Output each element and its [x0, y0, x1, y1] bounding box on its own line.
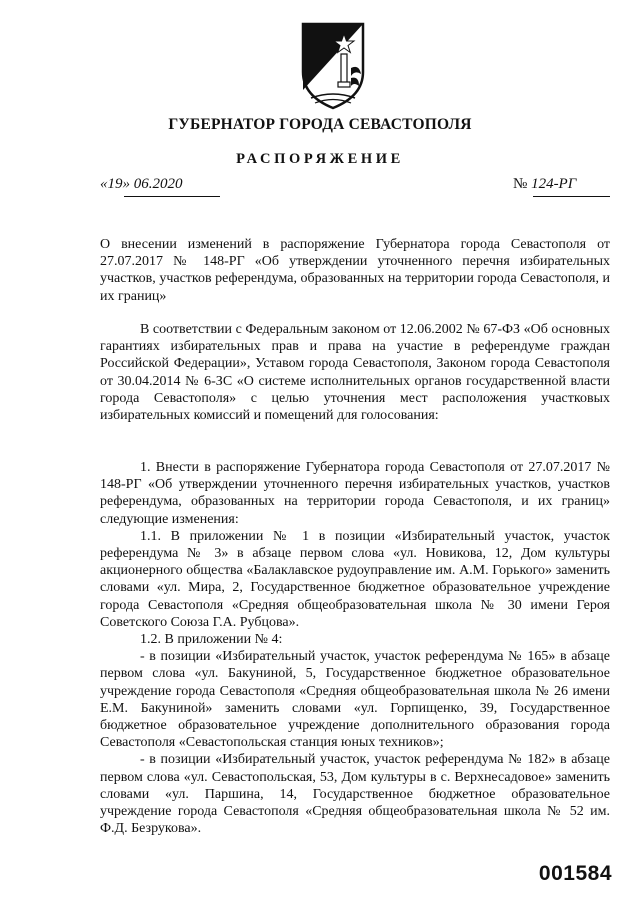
number-prefix: №: [513, 176, 528, 192]
document-type-title: РАСПОРЯЖЕНИЕ: [236, 151, 404, 167]
number-value: 124-РГ: [531, 176, 577, 192]
subject-text: О внесении изменений в распоряжение Губернатора города Севастополя от 27.07.2017 № 148-РГ «Об утверждении уточненного перечня избирательных участков, участков референдума, образованных на территории города Севастополя, и их границ»: [100, 237, 610, 304]
number-underline: [533, 196, 610, 197]
document-date: [100, 176, 220, 193]
item-1-2: 1.2. В приложении № 4:: [140, 632, 283, 648]
item-1-1: 1.1. В приложении № 1 в позиции «Избирательный участок, участок референдума № 3» в абзаце первом слова «ул. Новикова, 12, Дом культуры акционерного общества «Балаклавское рудоуправление им. А.М. Горького» заменить словами «ул. Мира, 2, Государственное бюджетное образовательное учреждение города Севастополя «Средняя общеобразовательная школа № 30 имени Героя Советского Союза Г.А. Рубцова».: [100, 528, 610, 630]
item-1-2-a: - в позиции «Избирательный участок, участок референдума № 165» в абзаце первом слова «ул. Бакуниной, 5, Государственное бюджетное образовательное учреждение города Севастополя «Средняя общеобразовательная школа № 26 имени Е.М. Бакуниной» заменить словами «ул. Горпищенко, 39, Государственное бюджетное образовательное учреждение дополнительного образования города Севастополя «Севастопольская станция юных техников»;: [100, 649, 610, 751]
order-items: [100, 459, 610, 837]
item-1-2-b: - в позиции «Избирательный участок, участок референдума № 182» в абзаце первом слова «ул. Севастопольская, 53, Дом культуры в с. Верхнесадовое» заменить словами «ул. Паршина, 14, Государственное бюджетное образовательное учреждение города Севастополя «Средняя общеобразовательная школа № 52 им. Ф.Д. Безрукова».: [100, 752, 610, 837]
document-number: [513, 176, 613, 193]
item-1: 1. Внести в распоряжение Губернатора города Севастополя от 27.07.2017 № 148-РГ «Об утверждении уточненного перечня избирательных участков, участков референдума, образованных на территории города Севастополя, и их границ» следующие изменения:: [100, 460, 610, 527]
issuer-title: ГУБЕРНАТОР ГОРОДА СЕВАСТОПОЛЯ: [168, 116, 472, 133]
date-value: «19» 06.2020: [100, 176, 183, 192]
document-subject: [100, 236, 610, 305]
preamble-text: В соответствии с Федеральным законом от 12.06.2002 № 67-ФЗ «Об основных гарантиях избирательных прав и права на участие в референдуме граждан Российской Федерации», Уставом города Севастополя, Законом города Севастополя от 30.04.2014 № 6-ЗС «О системе исполнительных органов государственной власти города Севастополя» с целью уточнения мест расположения участковых избирательных комиссий и помещений для голосования:: [100, 322, 610, 424]
date-underline: [124, 196, 220, 197]
serial-number: 001584: [538, 862, 612, 885]
preamble: [100, 321, 610, 424]
sevastopol-coat-of-arms-icon: [297, 20, 369, 112]
